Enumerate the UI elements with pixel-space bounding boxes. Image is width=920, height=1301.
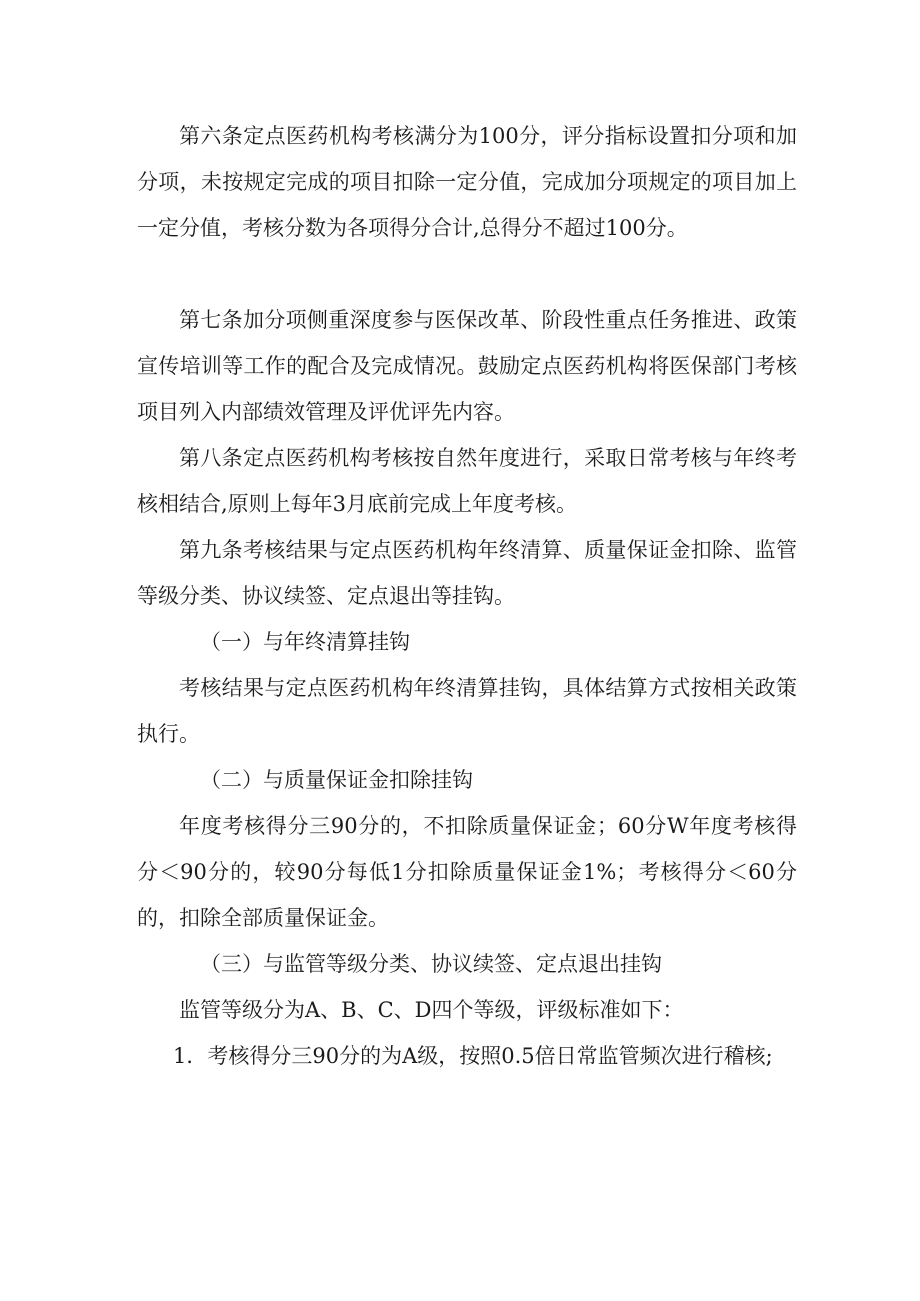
section-3-body: 监管等级分为A、B、C、D四个等级，评级标准如下：: [179, 998, 684, 1022]
section-1-heading: （一）与年终清算挂钩: [200, 630, 410, 654]
section-1-body: 考核结果与定点医药机构年终清算挂钩，具体结算方式按相关政策执行。: [137, 676, 797, 746]
article-8-paragraph: 第八条定点医药机构考核按自然年度进行，采取日常考核与年终考核相结合,原则上每年3月底前完成上年度考核。: [137, 446, 797, 516]
list-item-1: 1．考核得分三90分的为A级，按照0.5倍日常监管频次进行稽核;: [173, 1044, 773, 1068]
section-2-body: 年度考核得分三90分的，不扣除质量保证金；60分W年度考核得分＜90分的，较90分每低1分扣除质量保证金1%；考核得分＜60分的，扣除全部质量保证金。: [137, 814, 797, 930]
article-7-paragraph: 第七条加分项侧重深度参与医保改革、阶段性重点任务推进、政策宣传培训等工作的配合及完成情况。鼓励定点医药机构将医保部门考核项目列入内部绩效管理及评优评先内容。: [137, 308, 797, 424]
section-3-heading: （三）与监管等级分类、协议续签、定点退出挂钩: [200, 952, 662, 976]
section-2-heading: （二）与质量保证金扣除挂钩: [200, 768, 473, 792]
article-9-paragraph: 第九条考核结果与定点医药机构年终清算、质量保证金扣除、监管等级分类、协议续签、定点退出等挂钩。: [137, 538, 797, 608]
article-6-paragraph: 第六条定点医药机构考核满分为100分，评分指标设置扣分项和加分项，未按规定完成的项目扣除一定分值，完成加分项规定的项目加上一定分值，考核分数为各项得分合计,总得分不超过100分。: [137, 124, 797, 240]
